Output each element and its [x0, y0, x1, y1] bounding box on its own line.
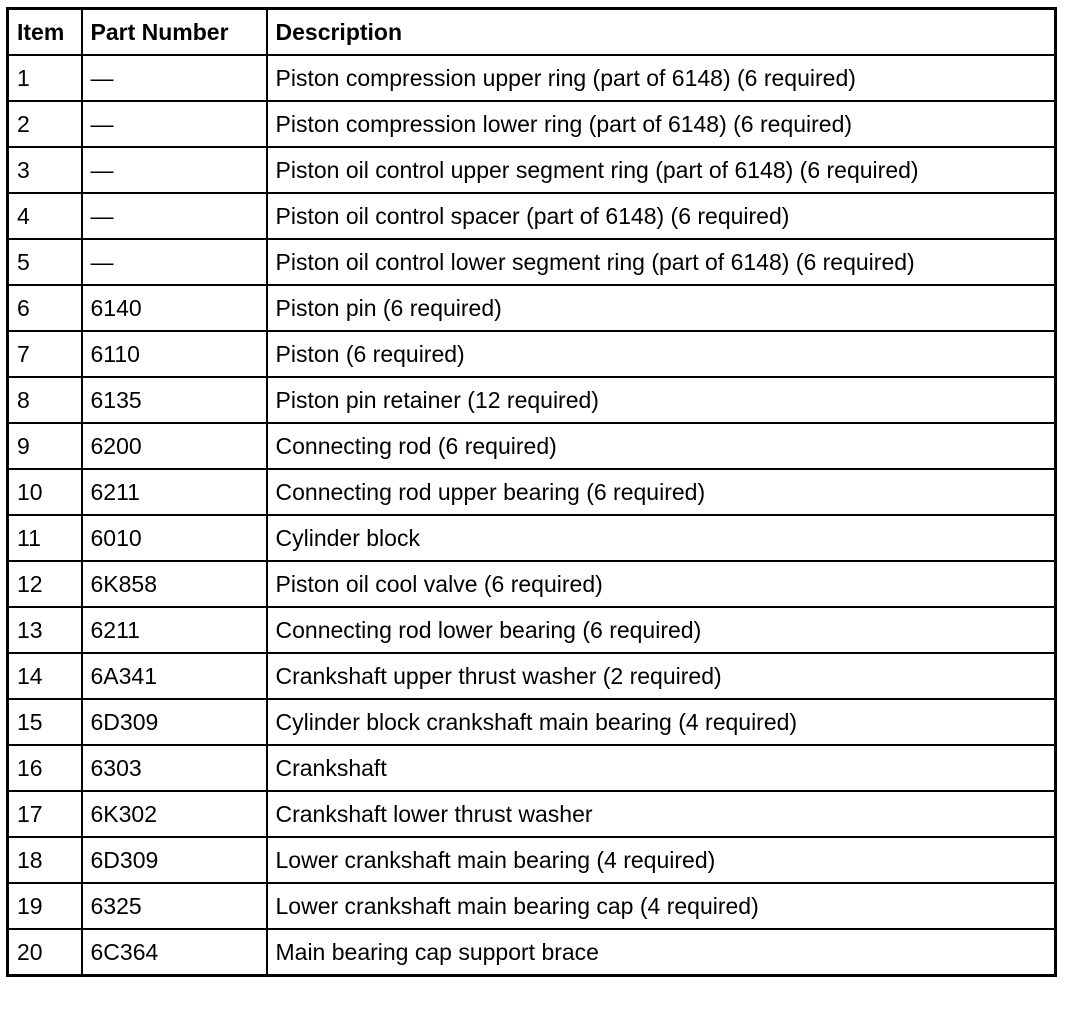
part-number-cell: 6D309 [82, 837, 267, 883]
part-number-cell: — [82, 147, 267, 193]
item-cell: 17 [8, 791, 82, 837]
description-cell: Piston compression upper ring (part of 6148) (6 required) [267, 55, 1056, 101]
item-cell: 3 [8, 147, 82, 193]
item-cell: 19 [8, 883, 82, 929]
description-cell: Crankshaft upper thrust washer (2 required) [267, 653, 1056, 699]
table-row [8, 101, 1056, 147]
header-part-number: Part Number [82, 9, 267, 56]
table-row [8, 469, 1056, 515]
table-row [8, 285, 1056, 331]
part-number-cell: 6010 [82, 515, 267, 561]
item-cell: 5 [8, 239, 82, 285]
table-row [8, 653, 1056, 699]
part-number-cell: 6110 [82, 331, 267, 377]
table-header [8, 9, 1056, 56]
parts-table [6, 7, 1057, 977]
description-cell: Piston oil control lower segment ring (part of 6148) (6 required) [267, 239, 1056, 285]
description-cell: Piston pin retainer (12 required) [267, 377, 1056, 423]
description-cell: Cylinder block crankshaft main bearing (4 required) [267, 699, 1056, 745]
table-row [8, 837, 1056, 883]
description-cell: Lower crankshaft main bearing (4 required) [267, 837, 1056, 883]
header-row [8, 9, 1056, 56]
table-row [8, 239, 1056, 285]
part-number-cell: 6A341 [82, 653, 267, 699]
description-cell: Piston compression lower ring (part of 6148) (6 required) [267, 101, 1056, 147]
part-number-cell: 6C364 [82, 929, 267, 976]
description-cell: Crankshaft lower thrust washer [267, 791, 1056, 837]
table-row [8, 377, 1056, 423]
description-cell: Lower crankshaft main bearing cap (4 required) [267, 883, 1056, 929]
table-body [8, 55, 1056, 976]
table-row [8, 929, 1056, 976]
table-row [8, 515, 1056, 561]
table-row [8, 331, 1056, 377]
part-number-cell: 6200 [82, 423, 267, 469]
description-cell: Piston oil control spacer (part of 6148) (6 required) [267, 193, 1056, 239]
part-number-cell: — [82, 193, 267, 239]
description-cell: Piston (6 required) [267, 331, 1056, 377]
table-row [8, 791, 1056, 837]
table-row [8, 745, 1056, 791]
item-cell: 16 [8, 745, 82, 791]
part-number-cell: — [82, 239, 267, 285]
table-row [8, 193, 1056, 239]
table-row [8, 423, 1056, 469]
description-cell: Connecting rod lower bearing (6 required) [267, 607, 1056, 653]
description-cell: Connecting rod upper bearing (6 required) [267, 469, 1056, 515]
part-number-cell: 6K302 [82, 791, 267, 837]
item-cell: 12 [8, 561, 82, 607]
description-cell: Piston oil control upper segment ring (part of 6148) (6 required) [267, 147, 1056, 193]
description-cell: Connecting rod (6 required) [267, 423, 1056, 469]
table-row [8, 55, 1056, 101]
description-cell: Crankshaft [267, 745, 1056, 791]
part-number-cell: 6211 [82, 607, 267, 653]
part-number-cell: 6135 [82, 377, 267, 423]
item-cell: 15 [8, 699, 82, 745]
item-cell: 20 [8, 929, 82, 976]
part-number-cell: 6K858 [82, 561, 267, 607]
item-cell: 2 [8, 101, 82, 147]
table-row [8, 561, 1056, 607]
description-cell: Cylinder block [267, 515, 1056, 561]
table-row [8, 883, 1056, 929]
part-number-cell: 6D309 [82, 699, 267, 745]
part-number-cell: 6140 [82, 285, 267, 331]
part-number-cell: 6325 [82, 883, 267, 929]
item-cell: 4 [8, 193, 82, 239]
item-cell: 9 [8, 423, 82, 469]
item-cell: 6 [8, 285, 82, 331]
item-cell: 10 [8, 469, 82, 515]
table-row [8, 699, 1056, 745]
description-cell: Main bearing cap support brace [267, 929, 1056, 976]
item-cell: 7 [8, 331, 82, 377]
item-cell: 13 [8, 607, 82, 653]
item-cell: 8 [8, 377, 82, 423]
item-cell: 11 [8, 515, 82, 561]
table-row [8, 607, 1056, 653]
item-cell: 1 [8, 55, 82, 101]
item-cell: 14 [8, 653, 82, 699]
description-cell: Piston pin (6 required) [267, 285, 1056, 331]
header-item: Item [8, 9, 82, 56]
description-cell: Piston oil cool valve (6 required) [267, 561, 1056, 607]
part-number-cell: 6211 [82, 469, 267, 515]
part-number-cell: — [82, 55, 267, 101]
item-cell: 18 [8, 837, 82, 883]
header-description: Description [267, 9, 1056, 56]
table-row [8, 147, 1056, 193]
part-number-cell: — [82, 101, 267, 147]
part-number-cell: 6303 [82, 745, 267, 791]
